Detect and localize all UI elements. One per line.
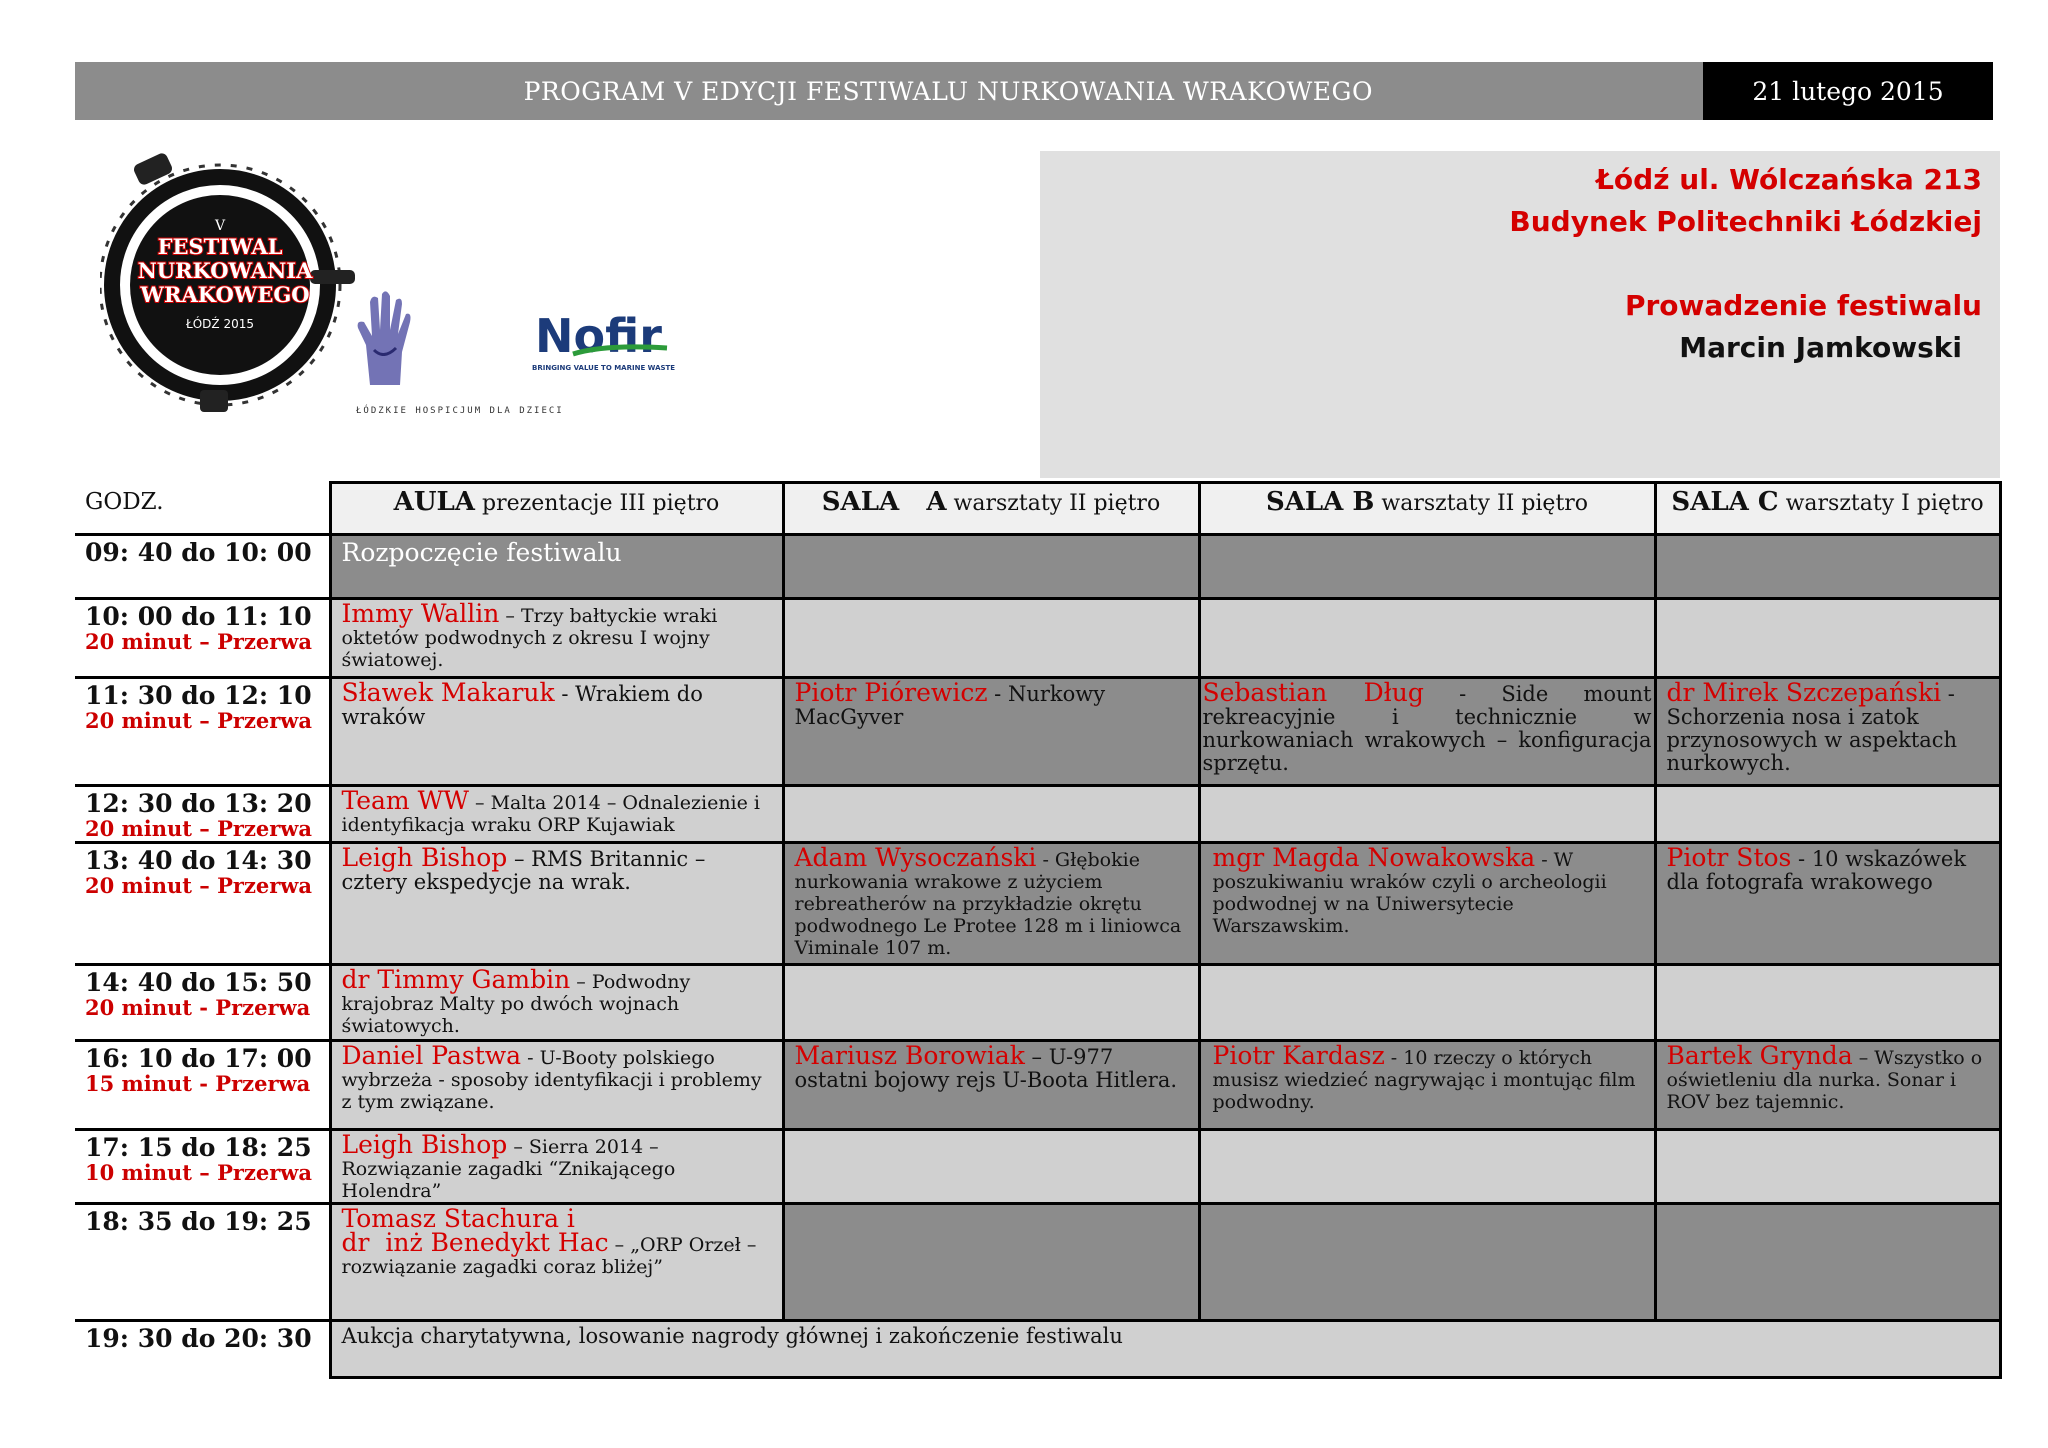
program-table — [75, 481, 2002, 1379]
room-header-sala-c: SALA C warsztaty I piętro — [1655, 483, 2000, 535]
hospice-hand-logo-icon — [350, 290, 420, 390]
session-sala-b: Piotr Kardasz - 10 rzeczy o których musisz wiedzieć nagrywając i montując film podwodny. — [1199, 1041, 1655, 1130]
session-sala-c-empty — [1655, 786, 2000, 843]
session-aula: dr Timmy Gambin – Podwodny krajobraz Malty po dwóch wojnach światowych. — [330, 965, 783, 1041]
session-aula: Tomasz Stachura i dr inż Benedykt Hac – „ORP Orzeł – rozwiązanie zagadki coraz bliżej” — [330, 1204, 783, 1321]
speaker-name: mgr Magda Nowakowska — [1212, 843, 1536, 872]
table-row — [75, 1041, 2000, 1130]
break-note: 20 minut – Przerwa — [85, 873, 312, 898]
host-label: Prowadzenie festiwalu — [1624, 289, 1982, 322]
speaker-name: Immy Wallin — [341, 599, 500, 628]
table-row — [75, 786, 2000, 843]
host-name: Marcin Jamkowski — [1679, 331, 1962, 364]
speaker-name: Piotr Kardasz — [1212, 1041, 1385, 1070]
room-header-sala-b: SALA B warsztaty II piętro — [1199, 483, 1655, 535]
table-row — [75, 599, 2000, 678]
speaker-name: Daniel Pastwa — [341, 1041, 522, 1070]
session-sala-c-empty — [1655, 535, 2000, 599]
session-aula: Team WW – Malta 2014 – Odnalezienie i identyfikacja wraku ORP Kujawiak — [330, 786, 783, 843]
session-sala-c: dr Mirek Szczepański - Schorzenia nosa i zatok przynosowych w aspektach nurkowych. — [1655, 678, 2000, 786]
time-slot: 12: 30 do 13: 20 20 minut – Przerwa — [75, 786, 330, 843]
time-slot: 16: 10 do 17: 00 15 minut - Przerwa — [75, 1041, 330, 1130]
session-sala-a: Adam Wysoczański - Głębokie nurkowania wrakowe z użyciem rebreatherów na przykładzie okrętu podwodnego Le Protee 128 m i liniowca Viminale 107 m. — [783, 843, 1199, 965]
session-sala-b-empty — [1199, 1204, 1655, 1321]
session-aula: Sławek Makaruk - Wrakiem do wraków — [330, 678, 783, 786]
session-sala-c: Piotr Stos - 10 wskazówek dla fotografa wrakowego — [1655, 843, 2000, 965]
table-row — [75, 535, 2000, 599]
speaker-name: Piotr Piórewicz — [794, 678, 988, 707]
venue-address: Łódź ul. Wólczańska 213 — [1595, 163, 1982, 196]
svg-text:WRAKOWEGO: WRAKOWEGO — [140, 282, 310, 307]
speaker-name: Bartek Grynda — [1666, 1041, 1853, 1070]
time-slot: 19: 30 do 20: 30 — [75, 1321, 330, 1378]
speaker-name: dr Timmy Gambin — [341, 965, 571, 994]
session-sala-c-empty — [1655, 965, 2000, 1041]
svg-text:ŁÓDŹ 2015: ŁÓDŹ 2015 — [185, 317, 255, 331]
session-closing: Aukcja charytatywna, losowanie nagrody głównej i zakończenie festiwalu — [330, 1321, 2000, 1378]
session-sala-c-empty — [1655, 1204, 2000, 1321]
venue-building: Budynek Politechniki Łódzkiej — [1509, 205, 1982, 238]
table-row — [75, 843, 2000, 965]
session-sala-a: Piotr Piórewicz - Nurkowy MacGyver — [783, 678, 1199, 786]
time-column-header: GODZ. — [75, 483, 330, 535]
table-row — [75, 1130, 2000, 1204]
break-note: 20 minut – Przerwa — [85, 629, 312, 654]
session-sala-b-empty — [1199, 965, 1655, 1041]
session-aula: Rozpoczęcie festiwalu — [330, 535, 783, 599]
logos-area — [100, 150, 700, 430]
svg-text:Nofir: Nofir — [535, 309, 662, 363]
time-slot: 13: 40 do 14: 30 20 minut – Przerwa — [75, 843, 330, 965]
room-header-sala-a: SALA A warsztaty II piętro — [783, 483, 1199, 535]
speaker-name: Sławek Makaruk — [341, 678, 555, 707]
session-aula: Leigh Bishop – RMS Britannic – cztery ekspedycje na wrak. — [330, 843, 783, 965]
speaker-name: dr inż Benedykt Hac — [341, 1228, 609, 1257]
room-header-aula: AULA prezentacje III piętro — [330, 483, 783, 535]
session-sala-a-empty — [783, 535, 1199, 599]
speaker-name: Sebastian Dług — [1202, 678, 1424, 707]
header-date: 21 lutego 2015 — [1703, 62, 1993, 120]
table-row — [75, 965, 2000, 1041]
session-sala-a-empty — [783, 599, 1199, 678]
speaker-name: Leigh Bishop — [341, 843, 508, 872]
table-row — [75, 1204, 2000, 1321]
session-sala-a: Mariusz Borowiak – U-977 ostatni bojowy rejs U-Boota Hitlera. — [783, 1041, 1199, 1130]
program-title: PROGRAM V EDYCJI FESTIWALU NURKOWANIA WRAKOWEGO — [523, 76, 1373, 106]
session-sala-a-empty — [783, 1204, 1199, 1321]
time-slot: 11: 30 do 12: 10 20 minut – Przerwa — [75, 678, 330, 786]
speaker-name: Piotr Stos — [1666, 843, 1792, 872]
session-sala-b: Sebastian Dług - Side mount rekreacyjnie i technicznie w nurkowaniach wrakowych – konfiguracja sprzętu. — [1199, 678, 1655, 786]
speaker-name: Leigh Bishop — [341, 1130, 508, 1159]
time-slot: 10: 00 do 11: 10 20 minut – Przerwa — [75, 599, 330, 678]
table-header-row — [75, 483, 2000, 535]
session-aula: Leigh Bishop – Sierra 2014 – Rozwiązanie zagadki “Znikającego Holendra” — [330, 1130, 783, 1204]
session-sala-b-empty — [1199, 786, 1655, 843]
hospice-label: ŁÓDZKIE HOSPICJUM DLA DZIECI — [356, 406, 564, 416]
session-sala-b: mgr Magda Nowakowska - W poszukiwaniu wraków czyli o archeologii podwodnej w na Uniwersytecie Warszawskim. — [1199, 843, 1655, 965]
break-note: 20 minut - Przerwa — [85, 995, 311, 1020]
session-aula: Immy Wallin – Trzy bałtyckie wraki oktetów podwodnych z okresu I wojny światowej. — [330, 599, 783, 678]
time-slot: 14: 40 do 15: 50 20 minut - Przerwa — [75, 965, 330, 1041]
session-sala-c: Bartek Grynda – Wszystko o oświetleniu dla nurka. Sonar i ROV bez tajemnic. — [1655, 1041, 2000, 1130]
time-slot: 18: 35 do 19: 25 — [75, 1204, 330, 1321]
table-row — [75, 1321, 2000, 1378]
break-note: 20 minut – Przerwa — [85, 816, 312, 841]
break-note: 15 minut - Przerwa — [85, 1071, 311, 1096]
time-slot: 09: 40 do 10: 00 — [75, 535, 330, 599]
session-sala-a-empty — [783, 965, 1199, 1041]
nofir-tagline: BRINGING VALUE TO MARINE WASTE — [532, 364, 676, 372]
speaker-name: Mariusz Borowiak — [794, 1041, 1025, 1070]
session-sala-c-empty — [1655, 599, 2000, 678]
session-sala-a-empty — [783, 1130, 1199, 1204]
speaker-name: dr Mirek Szczepański — [1666, 678, 1942, 707]
session-aula: Daniel Pastwa - U-Booty polskiego wybrzeża - sposoby identyfikacji i problemy z tym związane. — [330, 1041, 783, 1130]
session-sala-c-empty — [1655, 1130, 2000, 1204]
break-note: 10 minut – Przerwa — [85, 1160, 312, 1185]
time-slot: 17: 15 do 18: 25 10 minut – Przerwa — [75, 1130, 330, 1204]
svg-text:FESTIWAL: FESTIWAL — [157, 234, 283, 259]
venue-info-box — [1040, 151, 2000, 478]
speaker-name: Adam Wysoczański — [794, 843, 1037, 872]
header-title-bar — [75, 62, 1703, 120]
break-note: 20 minut – Przerwa — [85, 708, 312, 733]
session-sala-b-empty — [1199, 535, 1655, 599]
speaker-name: Tomasz Stachura i — [341, 1204, 575, 1233]
session-sala-a-empty — [783, 786, 1199, 843]
session-sala-b-empty — [1199, 1130, 1655, 1204]
speaker-name: Team WW — [341, 786, 469, 815]
svg-text:NURKOWANIA: NURKOWANIA — [137, 258, 313, 283]
svg-text:V: V — [214, 218, 226, 234]
festival-logo-icon — [100, 150, 360, 420]
nofir-logo-icon — [535, 308, 675, 363]
session-sala-b-empty — [1199, 599, 1655, 678]
table-row — [75, 678, 2000, 786]
